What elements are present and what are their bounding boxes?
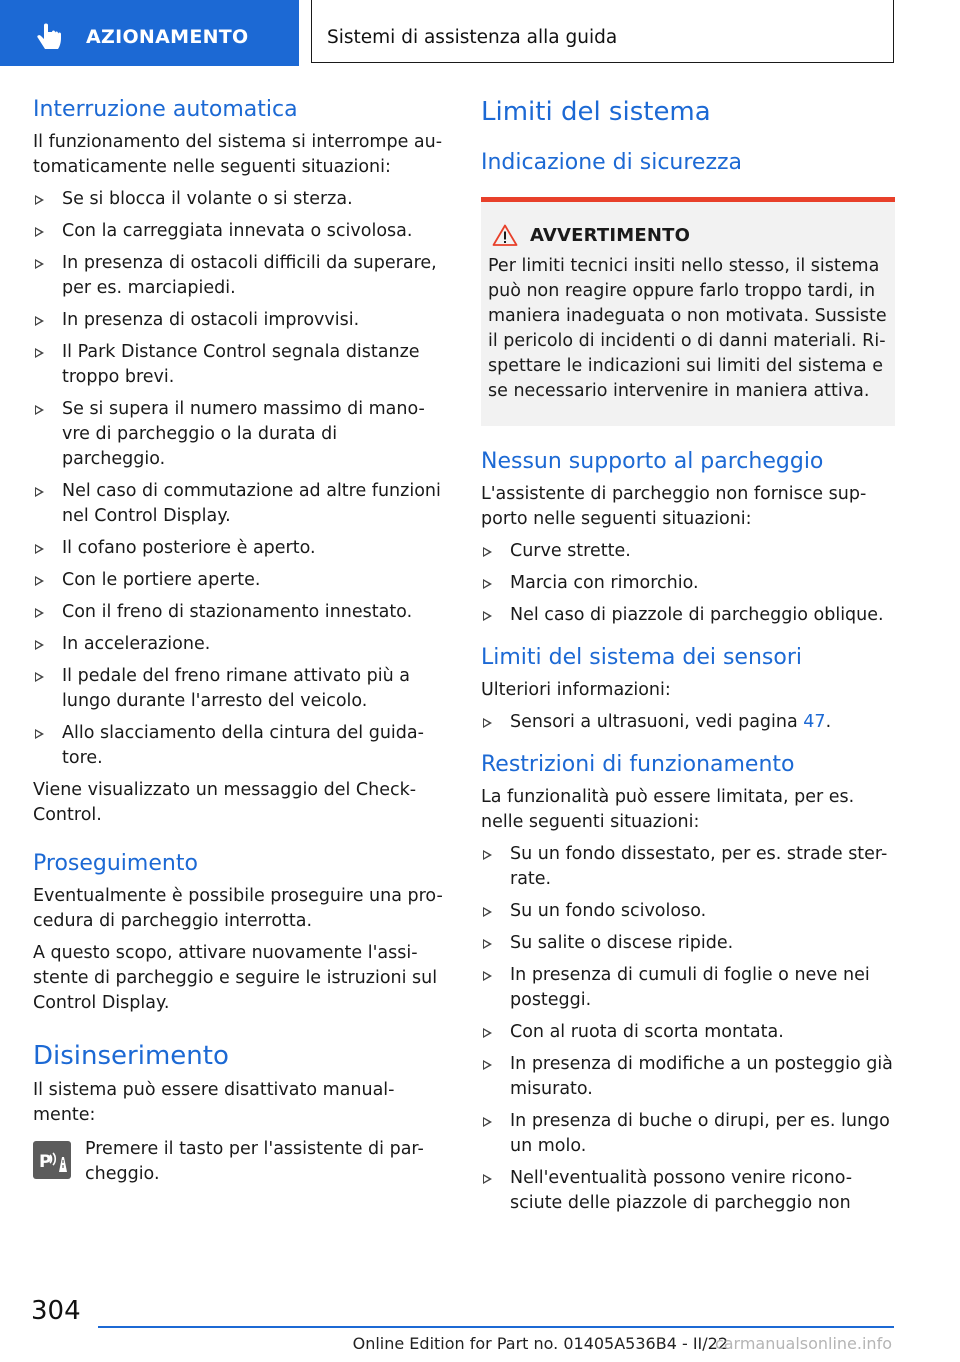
hand-pointer-icon [34,22,66,52]
bullet-triangle-icon [35,316,44,326]
list-item: Marcia con rimorchio. [481,571,895,596]
bullet-triangle-icon [35,640,44,650]
list-item: Sensori a ultrasuoni, vedi pagina 47. [481,710,895,735]
bullet-triangle-icon [483,547,492,557]
section-title-box [311,0,894,63]
footer-divider [98,1326,894,1328]
bullet-triangle-icon [35,608,44,618]
warning-triangle-icon [492,224,518,246]
park-assist-instruction-text: Premere il tasto per l'assistente di par-cheggio. [85,1139,424,1184]
list-item: In presenza di buche o dirupi, per es. lungo un molo. [481,1109,895,1159]
bullet-triangle-icon [35,672,44,682]
list-item: Su salite o discese ripide. [481,931,895,956]
interruzione-outro: Viene visualizzato un messaggio del Check-Control. [33,780,417,825]
list-item: In accelerazione. [33,632,445,657]
page-footer [0,1290,960,1362]
edition-info: Online Edition for Part no. 01405A536B4 - II/22 [352,1334,728,1353]
disinserimento-p1: Il sistema può essere disattivato manual-mente: [33,1080,395,1125]
bullet-triangle-icon [35,227,44,237]
heading-disinserimento: Disinserimento [33,1041,229,1071]
warning-text: Per limiti tecnici insiti nello stesso, il sistema può non reagire oppure farlo troppo tardi, in maniera inadeguata o non motivata. Sussiste il pericolo di incidenti o di danni materiali. Ri-spettare le indicazioni sui limiti del sistema e se necessario intervenire in maniera attiva. [488,256,887,401]
park-assist-instruction [33,1137,445,1187]
list-item: Curve strette. [481,539,895,564]
proseguimento-p2: A questo scopo, attivare nuovamente l'assi-stente di parcheggio e seguire le istruzioni sul Control Display. [33,943,438,1013]
list-item: Allo slacciamento della cintura del guida-tore. [33,721,445,771]
list-item: Nel caso di piazzole di parcheggio oblique. [481,603,895,628]
bullet-triangle-icon [483,850,492,860]
heading-limiti: Limiti del sistema [481,97,711,127]
list-item: In presenza di ostacoli difficili da superare, per es. marciapiedi. [33,251,445,301]
nessun-supporto-list [481,539,895,628]
restrizioni-intro: La funzionalità può essere limitata, per es. nelle seguenti situazioni: [481,787,855,832]
bullet-triangle-icon [483,611,492,621]
list-item: Con il freno di stazionamento innestato. [33,600,445,625]
list-item: Nel caso di commutazione ad altre funzioni nel Control Display. [33,479,445,529]
bullet-triangle-icon [483,718,492,728]
interruzione-list [33,187,445,771]
bullet-triangle-icon [483,971,492,981]
interruzione-intro: Il funzionamento del sistema si interrompe au-tomaticamente nelle seguenti situazioni: [33,132,443,177]
bullet-triangle-icon [35,487,44,497]
heading-interruzione: Interruzione automatica [33,97,298,122]
bullet-triangle-icon [35,576,44,586]
list-item: Con al ruota di scorta montata. [481,1020,895,1045]
bullet-triangle-icon [35,405,44,415]
list-item: Su un fondo dissestato, per es. strade ster-rate. [481,842,895,892]
page-number: 304 [31,1296,81,1326]
bullet-triangle-icon [483,1174,492,1184]
bullet-triangle-icon [35,195,44,205]
section-title: Sistemi di assistenza alla guida [327,27,618,48]
bullet-triangle-icon [35,348,44,358]
heading-restrizioni: Restrizioni di funzionamento [481,752,795,777]
list-item: Nell'eventualità possono venire ricono-sciute delle piazzole di parcheggio non [481,1166,895,1216]
list-item: Se si blocca il volante o si sterza. [33,187,445,212]
bullet-triangle-icon [35,544,44,554]
left-column [33,96,445,1187]
park-assist-button-icon [33,1141,71,1179]
bullet-triangle-icon [483,1117,492,1127]
proseguimento-p1: Eventualmente è possibile proseguire una pro-cedura di parcheggio interrotta. [33,886,443,931]
page-reference-link[interactable]: 47 [803,712,826,732]
warning-header [488,224,887,246]
bullet-triangle-icon [483,939,492,949]
nessun-supporto-intro: L'assistente di parcheggio non fornisce sup-porto nelle seguenti situazioni: [481,484,867,529]
heading-sicurezza: Indicazione di sicurezza [481,150,743,175]
bullet-triangle-icon [483,1060,492,1070]
list-item: Il pedale del freno rimane attivato più a lungo durante l'arresto del veicolo. [33,664,445,714]
bullet-triangle-icon [483,907,492,917]
bullet-triangle-icon [483,1028,492,1038]
heading-sensori: Limiti del sistema dei sensori [481,645,802,670]
watermark: carmanualsonline.info [714,1334,892,1353]
bullet-triangle-icon [35,729,44,739]
warning-box [481,197,895,426]
svg-text:P: P [39,1152,52,1172]
list-item: Il cofano posteriore è aperto. [33,536,445,561]
sensori-intro: Ulteriori informazioni: [481,680,671,700]
heading-proseguimento: Proseguimento [33,851,198,876]
chapter-label: AZIONAMENTO [86,26,249,48]
bullet-triangle-icon [483,579,492,589]
list-item: In presenza di cumuli di foglie o neve nei posteggi. [481,963,895,1013]
list-item: Con la carreggiata innevata o scivolosa. [33,219,445,244]
bullet-triangle-icon [35,259,44,269]
restrizioni-list [481,842,895,1216]
sensori-list [481,710,895,735]
list-item: Se si supera il numero massimo di mano-vre di parcheggio o la durata di parcheggio. [33,397,445,472]
heading-nessun-supporto: Nessun supporto al parcheggio [481,449,824,474]
chapter-tab[interactable] [0,0,299,66]
list-item: Su un fondo scivoloso. [481,899,895,924]
warning-label: AVVERTIMENTO [530,224,691,246]
list-item: Con le portiere aperte. [33,568,445,593]
list-item: In presenza di modifiche a un posteggio già misurato. [481,1052,895,1102]
page-header [0,0,960,66]
list-item: Il Park Distance Control segnala distanze troppo brevi. [33,340,445,390]
right-column [481,96,895,1223]
list-item: In presenza di ostacoli improvvisi. [33,308,445,333]
